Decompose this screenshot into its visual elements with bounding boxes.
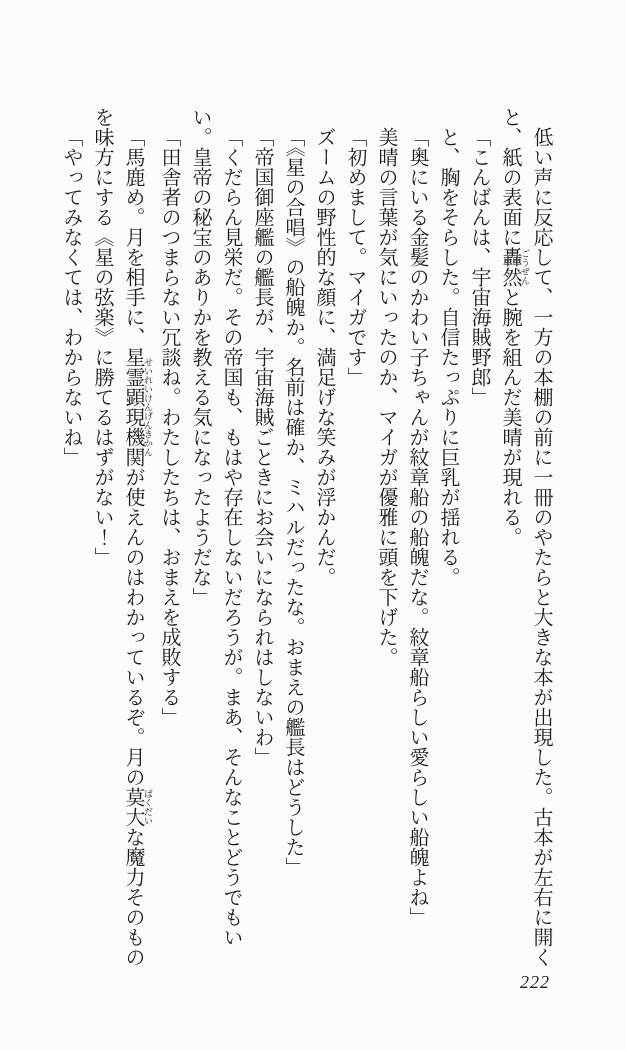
paragraph-dialogue: 「帝国御座艦の艦長が、宇宙海賊ごときにお会いになられはしないわ」 <box>251 127 273 767</box>
paragraph-dialogue: 「《星の合唱》の船魄か。名前は確か、ミハルだったな。おまえの艦長はどうした」 <box>282 127 304 877</box>
furigana-term: 星霊顕現機関 せいれいけんげんきかん <box>122 347 153 467</box>
paragraph-dialogue: 「初めまして。マイガです」 <box>344 127 366 387</box>
paragraph-dialogue: 「田舎者のつまらない冗談ね。わたしたちは、おまえを成敗する」 <box>158 127 180 727</box>
paragraph-narration: ズームの野性的な顔に、満足げな笑みが浮かんだ。 <box>313 127 335 587</box>
furigana-term: 轟然 ごうぜん <box>499 247 530 287</box>
paragraph-narration: 低い声に反応して、一方の本棚の前に一冊のやたらと大きな本が出現した。古本が左右に開くと、紙の表面に轟然 ごうぜんと腕を組んだ美晴が現れる。 <box>499 107 552 967</box>
paragraph-dialogue: 「こんばんは、宇宙海賊野郎」 <box>468 127 490 407</box>
page-number: 222 <box>520 972 550 992</box>
paragraph-dialogue: 「奥にいる金髪のかわい子ちゃんが紋章船の船魄だな。紋章船らしい愛らしい船魄よね」 <box>406 127 428 927</box>
paragraph-dialogue: 「やってみなくては、わからないね」 <box>60 127 82 467</box>
paragraph-narration: 美晴の言葉が気にいったのか、マイガが優雅に頭を下げた。 <box>375 127 397 667</box>
furigana-term: 莫大 ばくだい <box>122 787 153 827</box>
paragraph-narration: と、胸をそらした。自信たっぷりに巨乳が揺れる。 <box>437 127 459 587</box>
page-text <box>55 107 556 969</box>
paragraph-dialogue: 「馬鹿め。月を相手に、星霊顕現機関 せいれいけんげんきかんが使えんのはわかっているぞ。月の莫大 ばくだいな魔力そのものを味方にする《星の弦楽》に勝てるはずがない！」 <box>91 107 153 967</box>
paragraph-dialogue: 「くだらん見栄だ。その帝国も、もはや存在しないだろうが。まあ、そんなことどうでもいい。皇帝の秘宝のありかを教える気になったようだな」 <box>189 107 242 947</box>
